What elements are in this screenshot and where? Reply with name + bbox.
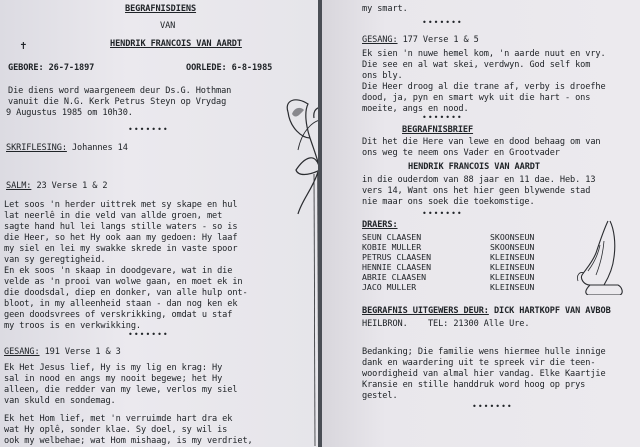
hymn-heading [4,347,121,358]
bearer-name: ABRIE CLAASEN [362,272,427,282]
funeral-letter-heading: BEGRAFNISBRIEF [402,125,474,135]
psalm-verse2-line: En ek soos 'n skaap in doodgevare, wat in die [4,266,233,276]
psalm-verse1-line: sagte hand hul lei langs stille waters - so is [4,222,238,232]
bearer-relation: SKOONSEUN [490,232,535,242]
right-page [322,0,640,447]
hymn-verse1-line: alleen, die redder van my lewe, verlos my siel [4,385,238,395]
psalm-label: SALM: [6,181,32,191]
hymn2-verse1-line: ons bly. [362,71,403,81]
hymn-verse2-line: ook my welbehae; wat Hom mishaag, is my verdriet, [4,436,253,446]
left-page [0,0,318,447]
lily-illustration [268,0,318,447]
praying-hands-illustration [574,215,634,295]
service-van: VAN [160,21,176,31]
deceased-name: HENDRIK FRANCOIS VAN AARDT [110,39,242,49]
bearer-relation: KLEINSEUN [490,282,535,292]
service-intro-2: vanuit die N.G. Kerk Petrus Steyn op Vrydag [8,97,227,107]
separator-stars: ••••••• [128,330,169,339]
scripture-value: Johannes 14 [71,143,128,153]
thanks-line: woordigheid van almal hier vandag. Elke Kaartjie [362,369,606,379]
psalm-verse1-line: my siel en lei my swakke skrede in vaste spoor [4,244,238,254]
hymn2-value: 177 Verse 1 & 5 [402,35,479,45]
hymn2-label: GESANG: [362,35,398,45]
psalm-verse2-line: geen doodsvrees of verskrikking, omdat u staf [4,310,233,320]
funeral-letter-body: in die ouderdom van 88 jaar en 11 dae. Heb. 13 [362,175,596,185]
psalm-heading [6,181,108,192]
undertaker-line [362,306,611,317]
hymn-verse2-line: Ek het Hom lief, met 'n verruimde hart dra ek [4,414,233,424]
hymn-verse1-line: sal in nood en angs my nooit begewe; het Hy [4,374,223,384]
psalm-verse1-line: lat neerlê in die veld van allde groen, met [4,211,223,221]
separator-stars: ••••••• [422,209,463,218]
scripture-heading [6,143,128,154]
died-date: OORLEDE: 6-8-1985 [186,63,273,73]
funeral-letter-body: vers 14, Want ons het hier geen blywende stad [362,186,591,196]
thanks-line: gestel. [362,391,398,401]
bearer-name: PETRUS CLAASEN [362,252,432,262]
hymn2-heading [362,35,479,46]
hymn2-verse1-line: Die see en al wat skei, verdwyn. God self kom [362,60,591,70]
hymn-value: 191 Verse 1 & 3 [44,347,121,357]
undertaker-value: DICK HARTKOPF VAN AVBOB [493,306,611,316]
continuation-line: my smart. [362,4,408,14]
hymn2-verse5-line: dood, ja, pyn en smart wyk uit die hart - ons [362,93,591,103]
funeral-letter-name: HENDRIK FRANCOIS VAN AARDT [408,162,540,172]
service-title: BEGRAFNISDIENS [125,4,197,14]
bearer-name: HENNIE CLAASEN [362,262,432,272]
psalm-value: 23 Verse 1 & 2 [36,181,108,191]
thanks-line: Bedanking; Die familie wens hiermee hulle innige [362,347,606,357]
hymn-verse1-line: van skuld en sondemag. [4,396,116,406]
bearer-name: JACO MULLER [362,282,417,292]
bearer-name: KOBIE MULLER [362,242,422,252]
bearer-relation: KLEINSEUN [490,252,535,262]
bearer-name: SEUN CLAASEN [362,232,422,242]
thanks-line: Kransie en stille handdruk word hoog op prys [362,380,586,390]
scripture-label: SKRIFLESING: [6,143,67,153]
psalm-verse1-line: die Heer, so het Hy ook aan my gedoen: Hy laaf [4,233,238,243]
hymn-verse1-line: Ek Het Jesus lief, Hy is my lig en krag: Hy [4,363,223,373]
psalm-verse1-line: van sy geregtigheid. [4,255,106,265]
psalm-verse2-line: bloot, in my alleenheid staan - dan nog ken ek [4,299,238,309]
cross-mark: ✝ [20,39,27,52]
psalm-verse2-line: my troos is en verkwikking. [4,321,141,331]
separator-stars: ••••••• [422,18,463,27]
undertaker-label: BEGRAFNIS UITGEWERS DEUR: [362,306,489,316]
funeral-letter-intro: Dit het die Here van lewe en dood behaag om van [362,137,601,147]
separator-stars: ••••••• [472,402,513,411]
hymn2-verse1-line: Ek sien 'n nuwe hemel kom, 'n aarde nuut en vry. [362,49,606,59]
undertaker-contact: HEILBRON. TEL: 21300 Alle Ure. [362,319,530,329]
service-intro-1: Die diens word waargeneem deur Ds.G. Hothman [8,86,232,96]
service-intro-3: 9 Augustus 1985 om 10h30. [6,108,133,118]
hymn2-verse5-line: moeite, angs en nood. [362,104,469,114]
hymn2-verse5-line: Die Heer droog al die trane af, verby is droefhe [362,82,606,92]
bearer-relation: SKOONSEUN [490,242,535,252]
thanks-line: dank en waardering uit te spreek vir die teen- [362,358,596,368]
funeral-letter-body: nie maar ons soek die toekomstige. [362,197,535,207]
bearer-relation: KLEINSEUN [490,272,535,282]
hymn-verse2-line: wat Hy oplê, sonder klae. Sy doel, sy wil is [4,425,228,435]
psalm-verse2-line: die doodsdal, diep en donker, van alle hulp ont- [4,288,248,298]
separator-stars: ••••••• [128,125,169,134]
funeral-letter-intro: ons weg te neem ons Vader en Grootvader [362,148,560,158]
psalm-verse1-line: Let soos 'n herder uittrek met sy skape en hul [4,200,238,210]
born-date: GEBORE: 26-7-1897 [8,63,95,73]
separator-stars: ••••••• [422,113,463,122]
bearer-relation: KLEINSEUN [490,262,535,272]
bearers-heading: DRAERS: [362,220,398,230]
hymn-label: GESANG: [4,347,40,357]
psalm-verse2-line: velde as 'n prooi van wolwe gaan, en moet ek in [4,277,243,287]
